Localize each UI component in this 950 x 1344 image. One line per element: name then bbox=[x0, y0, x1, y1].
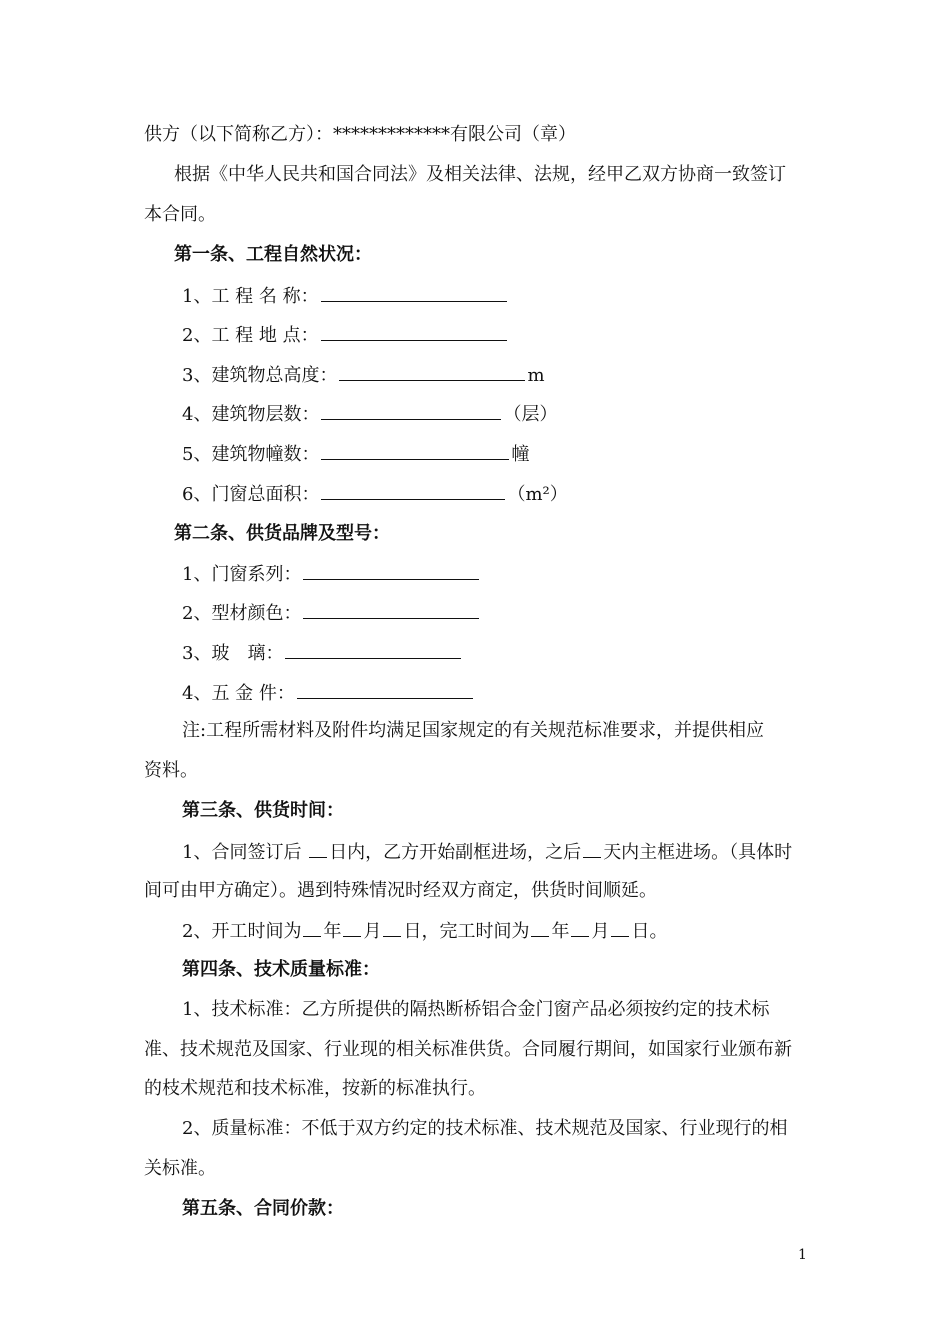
supply-time-text-a: 1、合同签订后 bbox=[182, 842, 308, 863]
project-name-line bbox=[182, 283, 509, 309]
schedule-text-e: 年 bbox=[551, 921, 570, 942]
building-floors-blank bbox=[321, 401, 501, 420]
article-5-heading: 第五条、合同价款： bbox=[182, 1198, 344, 1219]
window-series-blank bbox=[303, 561, 479, 580]
page-number: 1 bbox=[798, 1247, 807, 1263]
glass-blank bbox=[285, 640, 461, 659]
project-name-blank bbox=[321, 283, 507, 302]
schedule-text-d: 日，完工时间为 bbox=[403, 921, 530, 942]
project-location-blank bbox=[321, 322, 507, 341]
window-series-line bbox=[182, 561, 481, 587]
start-month-blank bbox=[343, 918, 361, 937]
schedule-line bbox=[182, 918, 667, 944]
schedule-text-g: 日。 bbox=[631, 921, 668, 942]
glass-line bbox=[182, 640, 463, 666]
hardware-label: 4、五 金 件： bbox=[182, 683, 295, 704]
note-line-2: 资料。 bbox=[144, 760, 198, 781]
profile-color-line bbox=[182, 600, 481, 626]
building-count-line bbox=[182, 441, 529, 467]
quality-standard-line-2: 关标准。 bbox=[144, 1158, 216, 1179]
article-1-heading: 第一条、工程自然状况： bbox=[174, 244, 372, 265]
building-floors-line bbox=[182, 401, 557, 427]
article-4-heading: 第四条、技术质量标准： bbox=[182, 959, 380, 980]
project-location-line bbox=[182, 322, 509, 348]
schedule-text-c: 月 bbox=[363, 921, 382, 942]
supplier-line: 供方（以下简称乙方）：*************有限公司（章） bbox=[144, 124, 576, 145]
supply-time-line-1 bbox=[182, 839, 792, 865]
project-name-label: 1、工 程 名 称： bbox=[182, 286, 319, 307]
schedule-text-b: 年 bbox=[323, 921, 342, 942]
profile-color-label: 2、型材颜色： bbox=[182, 603, 302, 624]
building-height-unit: m bbox=[527, 365, 545, 386]
window-area-label: 6、门窗总面积： bbox=[182, 484, 320, 505]
building-height-line bbox=[182, 362, 545, 388]
building-count-blank bbox=[321, 441, 509, 460]
days-blank-2 bbox=[583, 839, 601, 858]
building-count-label: 5、建筑物幢数： bbox=[182, 444, 320, 465]
project-location-label: 2、工 程 地 点： bbox=[182, 325, 319, 346]
window-area-blank bbox=[321, 481, 505, 500]
building-height-label: 3、建筑物总高度： bbox=[182, 365, 338, 386]
supply-time-text-b: 日内，乙方开始副框进场，之后 bbox=[329, 842, 582, 863]
building-floors-label: 4、建筑物层数： bbox=[182, 404, 320, 425]
tech-standard-line-1: 1、技术标准：乙方所提供的隔热断桥铝合金门窗产品必须按约定的技术标 bbox=[182, 999, 770, 1020]
start-year-blank bbox=[303, 918, 321, 937]
building-count-unit: 幢 bbox=[511, 444, 530, 465]
supply-time-line-2: 间可由甲方确定）。遇到特殊情况时经双方商定，供货时间顺延。 bbox=[144, 880, 657, 901]
glass-label: 3、玻 璃： bbox=[182, 643, 284, 664]
basis-paragraph-line-2: 本合同。 bbox=[144, 204, 216, 225]
schedule-text-a: 2、开工时间为 bbox=[182, 921, 302, 942]
end-day-blank bbox=[611, 918, 629, 937]
article-2-heading: 第二条、供货品牌及型号： bbox=[174, 523, 390, 544]
basis-paragraph-line-1: 根据《中华人民共和国合同法》及相关法律、法规，经甲乙双方协商一致签订 bbox=[174, 164, 786, 185]
days-blank-1 bbox=[309, 839, 327, 858]
building-height-blank bbox=[339, 362, 525, 381]
quality-standard-line-1: 2、质量标准：不低于双方约定的技术标准、技术规范及国家、行业现行的相 bbox=[182, 1118, 788, 1139]
hardware-blank bbox=[297, 680, 473, 699]
tech-standard-line-3: 的枝术规范和技术标准，按新的标准执行。 bbox=[144, 1078, 486, 1099]
profile-color-blank bbox=[303, 600, 479, 619]
end-year-blank bbox=[531, 918, 549, 937]
window-area-unit: （m²） bbox=[507, 484, 568, 505]
note-line-1: 注:工程所需材料及附件均满足国家规定的有关规范标准要求，并提供相应 bbox=[182, 720, 765, 741]
supply-time-text-c: 天内主框进场。（具体时 bbox=[603, 842, 793, 863]
start-day-blank bbox=[383, 918, 401, 937]
tech-standard-line-2: 准、技术规范及国家、行业现的相关标准供货。合同履行期间，如国家行业颁布新 bbox=[144, 1039, 792, 1060]
building-floors-unit: （层） bbox=[503, 404, 558, 425]
schedule-text-f: 月 bbox=[591, 921, 610, 942]
end-month-blank bbox=[571, 918, 589, 937]
hardware-line bbox=[182, 680, 475, 706]
window-area-line bbox=[182, 481, 568, 507]
article-3-heading: 第三条、供货时间： bbox=[182, 800, 344, 821]
window-series-label: 1、门窗系列： bbox=[182, 564, 302, 585]
